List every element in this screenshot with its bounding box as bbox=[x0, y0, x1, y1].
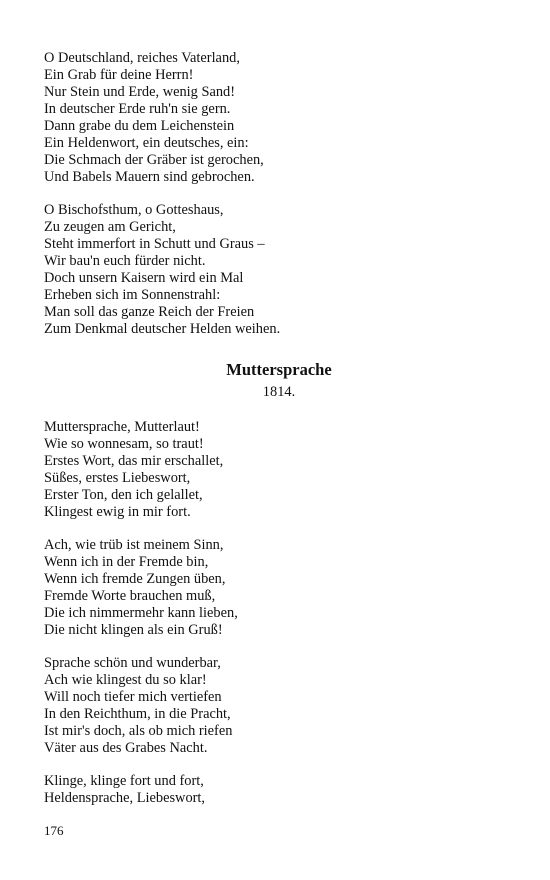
verse-line: Erster Ton, den ich gelallet, bbox=[44, 487, 203, 503]
verse-line: Doch unsern Kaisern wird ein Mal bbox=[44, 270, 244, 286]
verse-line: Ist mir's doch, als ob mich riefen bbox=[44, 723, 233, 739]
verse-line: Wie so wonnesam, so traut! bbox=[44, 436, 204, 452]
verse-line: O Bischofsthum, o Gotteshaus, bbox=[44, 202, 224, 218]
verse-line: Man soll das ganze Reich der Freien bbox=[44, 304, 255, 320]
stanza bbox=[44, 50, 514, 186]
verse-line: Fremde Worte brauchen muß, bbox=[44, 588, 216, 604]
verse-line: Zu zeugen am Gericht, bbox=[44, 219, 176, 235]
page-content bbox=[44, 50, 514, 823]
verse-line: Ein Heldenwort, ein deutsches, ein: bbox=[44, 135, 249, 151]
verse-line: Muttersprache, Mutterlaut! bbox=[44, 419, 200, 435]
verse-line: Die Schmach der Gräber ist gerochen, bbox=[44, 152, 264, 168]
stanza bbox=[44, 202, 514, 338]
verse-line: Erstes Wort, das mir erschallet, bbox=[44, 453, 224, 469]
verse-line: Süßes, erstes Liebeswort, bbox=[44, 470, 191, 486]
verse-line: In deutscher Erde ruh'n sie gern. bbox=[44, 101, 231, 117]
verse-line: Ach wie klingest du so klar! bbox=[44, 672, 207, 688]
verse-line: Ein Grab für deine Herrn! bbox=[44, 67, 194, 83]
verse-line: Erheben sich im Sonnenstrahl: bbox=[44, 287, 221, 303]
page-number: 176 bbox=[44, 823, 64, 838]
verse-line: Sprache schön und wunderbar, bbox=[44, 655, 221, 671]
verse-line: Zum Denkmal deutscher Helden weihen. bbox=[44, 321, 281, 337]
poem-body bbox=[44, 419, 514, 807]
verse-line: In den Reichthum, in die Pracht, bbox=[44, 706, 231, 722]
verse-line: Wenn ich fremde Zungen üben, bbox=[44, 571, 226, 587]
verse-line: Nur Stein und Erde, wenig Sand! bbox=[44, 84, 236, 100]
verse-line: Dann grabe du dem Leichenstein bbox=[44, 118, 235, 134]
stanza bbox=[44, 419, 514, 521]
verse-line: Wenn ich in der Fremde bin, bbox=[44, 554, 209, 570]
verse-line: Und Babels Mauern sind gebrochen. bbox=[44, 169, 255, 185]
stanza bbox=[44, 655, 514, 757]
verse-line: Steht immerfort in Schutt und Graus – bbox=[44, 236, 265, 252]
verse-line: Klingest ewig in mir fort. bbox=[44, 504, 191, 520]
verse-line: Väter aus des Grabes Nacht. bbox=[44, 740, 208, 756]
verse-line: Wir bau'n euch fürder nicht. bbox=[44, 253, 206, 269]
verse-line: Klinge, klinge fort und fort, bbox=[44, 773, 204, 789]
verse-line: Will noch tiefer mich vertiefen bbox=[44, 689, 222, 705]
stanza bbox=[44, 773, 514, 807]
verse-line: Ach, wie trüb ist meinem Sinn, bbox=[44, 537, 224, 553]
stanza bbox=[44, 537, 514, 639]
poem-title: Muttersprache bbox=[226, 360, 332, 379]
verse-line: Die nicht klingen als ein Gruß! bbox=[44, 622, 223, 638]
verse-line: Die ich nimmermehr kann lieben, bbox=[44, 605, 238, 621]
previous-poem-continuation bbox=[44, 50, 514, 338]
poem-date: 1814. bbox=[262, 384, 296, 400]
verse-line: Heldensprache, Liebeswort, bbox=[44, 790, 206, 806]
verse-line: O Deutschland, reiches Vaterland, bbox=[44, 50, 240, 66]
